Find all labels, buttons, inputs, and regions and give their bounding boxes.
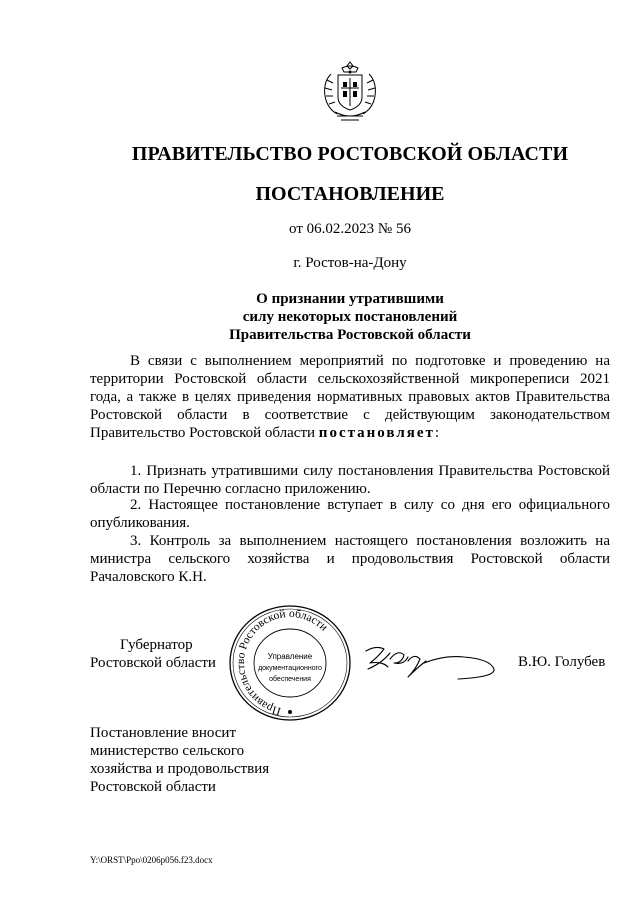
city: г. Ростов-на-Дону — [293, 255, 407, 271]
title-line: Правительства Ростовской области — [229, 327, 471, 343]
introduced-by-line: Ростовской области — [90, 779, 216, 795]
rostov-coat-of-arms-icon — [317, 60, 383, 124]
seal-ring-text: Правительство Ростовской области — [234, 607, 330, 718]
handwritten-signature — [362, 641, 498, 681]
introduced-by-line: министерство сельского — [90, 743, 245, 759]
signer-name: В.Ю. Голубев — [518, 654, 606, 670]
file-path: Y:\ORST\Ppo\0206p056.f23.docx — [90, 855, 213, 865]
title-line: О признании утратившими — [256, 291, 444, 307]
document-title — [0, 290, 640, 344]
preamble-end: : — [434, 425, 440, 441]
preamble-text: В связи с выполнением мероприятий по подготовке и проведению на территории Ростовской области сельскохозяйственной микропереписи 2021 года, а также в целях приведения нормативных правовых актов Правительства Ростовской области в соответствие с действующим законодательством Правительство Ростовской области — [90, 353, 610, 441]
introduced-by-line: хозяйства и продовольствия — [90, 761, 270, 777]
introduced-by-line: Постановление вносит — [90, 725, 237, 741]
date-and-number: от 06.02.2023 № 56 — [289, 221, 411, 237]
decrees-word: постановляет — [318, 425, 435, 441]
signer-position-line: Ростовской области — [90, 655, 216, 671]
item-3: 3. Контроль за выполнением настоящего постановления возложить на министра сельского хозяйства и продовольствия Ростовской области Рачаловского К.Н. — [90, 533, 610, 585]
official-seal — [228, 604, 352, 722]
signer-position-line: Губернатор — [120, 637, 193, 653]
seal-center-line: Управление — [267, 652, 313, 661]
seal-center-line: обеспечения — [269, 676, 311, 683]
item-2: 2. Настоящее постановление вступает в силу со дня его официального опубликования. — [90, 497, 610, 531]
title-line: силу некоторых постановлений — [242, 309, 458, 325]
preamble-paragraph — [90, 352, 610, 442]
seal-center-line: документационного — [258, 665, 322, 672]
document-type: ПОСТАНОВЛЕНИЕ — [255, 183, 445, 205]
signer-position — [90, 636, 216, 672]
introduced-by — [90, 724, 269, 796]
item-1: 1. Признать утратившими силу постановления Правительства Ростовской области по Перечню согласно приложению. — [90, 463, 610, 497]
government-name: ПРАВИТЕЛЬСТВО РОСТОВСКОЙ ОБЛАСТИ — [131, 143, 569, 165]
